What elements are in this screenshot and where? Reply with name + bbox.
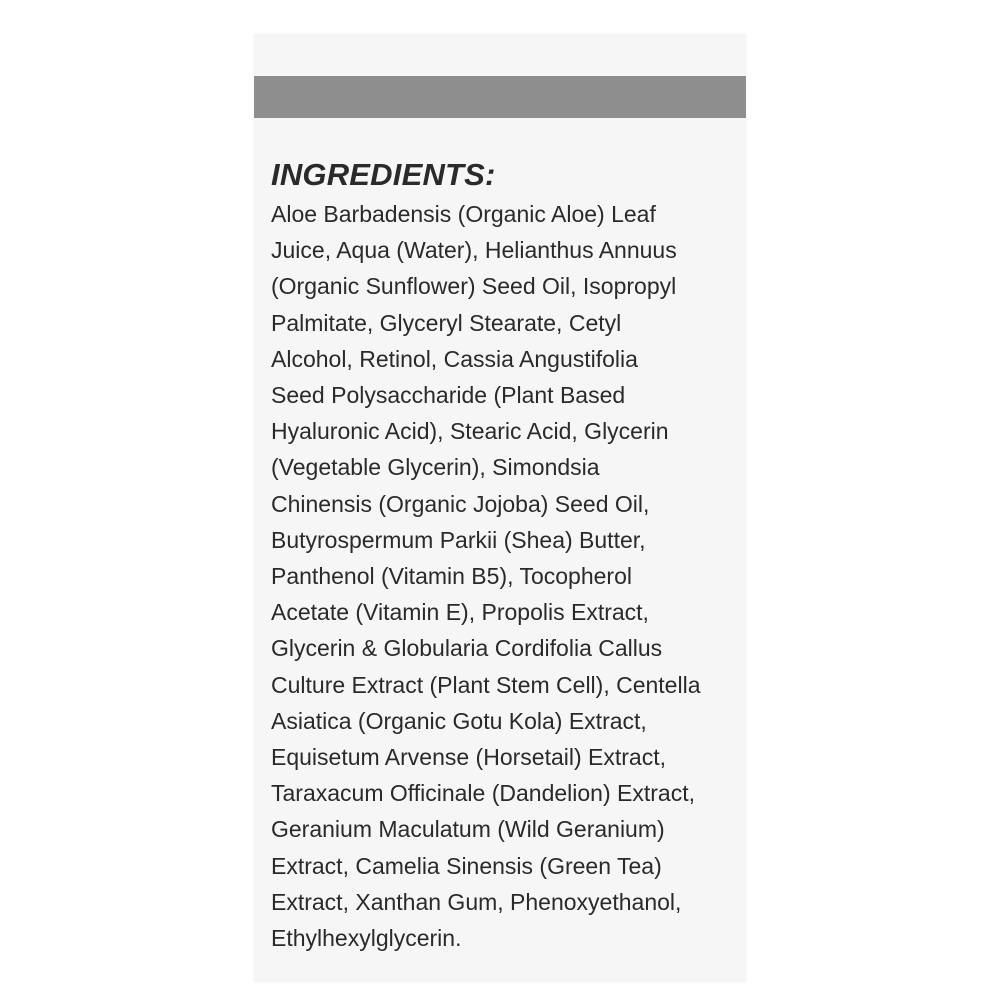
gray-header-band [254,76,746,118]
ingredient-line: Palmitate, Glyceryl Stearate, Cetyl [271,309,622,336]
ingredient-line: Juice, Aqua (Water), Helianthus Annuus [271,237,677,264]
ingredient-line: Extract, Camelia Sinensis (Green Tea) [271,852,662,879]
ingredient-line: Equisetum Arvense (Horsetail) Extract, [271,744,666,771]
ingredient-line: Aloe Barbadensis (Organic Aloe) Leaf [271,201,656,227]
ingredients-heading: INGREDIENTS: [271,157,496,192]
ingredient-line: Geranium Maculatum (Wild Geranium) [271,816,665,843]
ingredient-line: Acetate (Vitamin E), Propolis Extract, [271,599,649,626]
ingredient-line: Extract, Xanthan Gum, Phenoxyethanol, [271,888,682,915]
ingredients-list [271,196,741,956]
ingredient-line: Chinensis (Organic Jojoba) Seed Oil, [271,490,650,517]
ingredient-line: Taraxacum Officinale (Dandelion) Extract, [271,780,695,807]
ingredient-line: Alcohol, Retinol, Cassia Angustifolia [271,345,638,372]
ingredient-line: Panthenol (Vitamin B5), Tocopherol [271,563,632,590]
ingredient-line: Ethylhexylglycerin. [271,925,462,952]
ingredient-line: Seed Polysaccharide (Plant Based [271,382,626,409]
product-label-panel [254,34,746,982]
ingredient-line: (Organic Sunflower) Seed Oil, Isopropyl [271,273,677,300]
ingredient-line: (Vegetable Glycerin), Simondsia [271,454,600,481]
ingredient-line: Asiatica (Organic Gotu Kola) Extract, [271,707,647,734]
ingredient-line: Hyaluronic Acid), Stearic Acid, Glycerin [271,418,669,445]
ingredient-line: Glycerin & Globularia Cordifolia Callus [271,635,663,662]
ingredient-line: Butyrospermum Parkii (Shea) Butter, [271,526,646,553]
ingredient-line: Culture Extract (Plant Stem Cell), Centella [271,671,701,698]
